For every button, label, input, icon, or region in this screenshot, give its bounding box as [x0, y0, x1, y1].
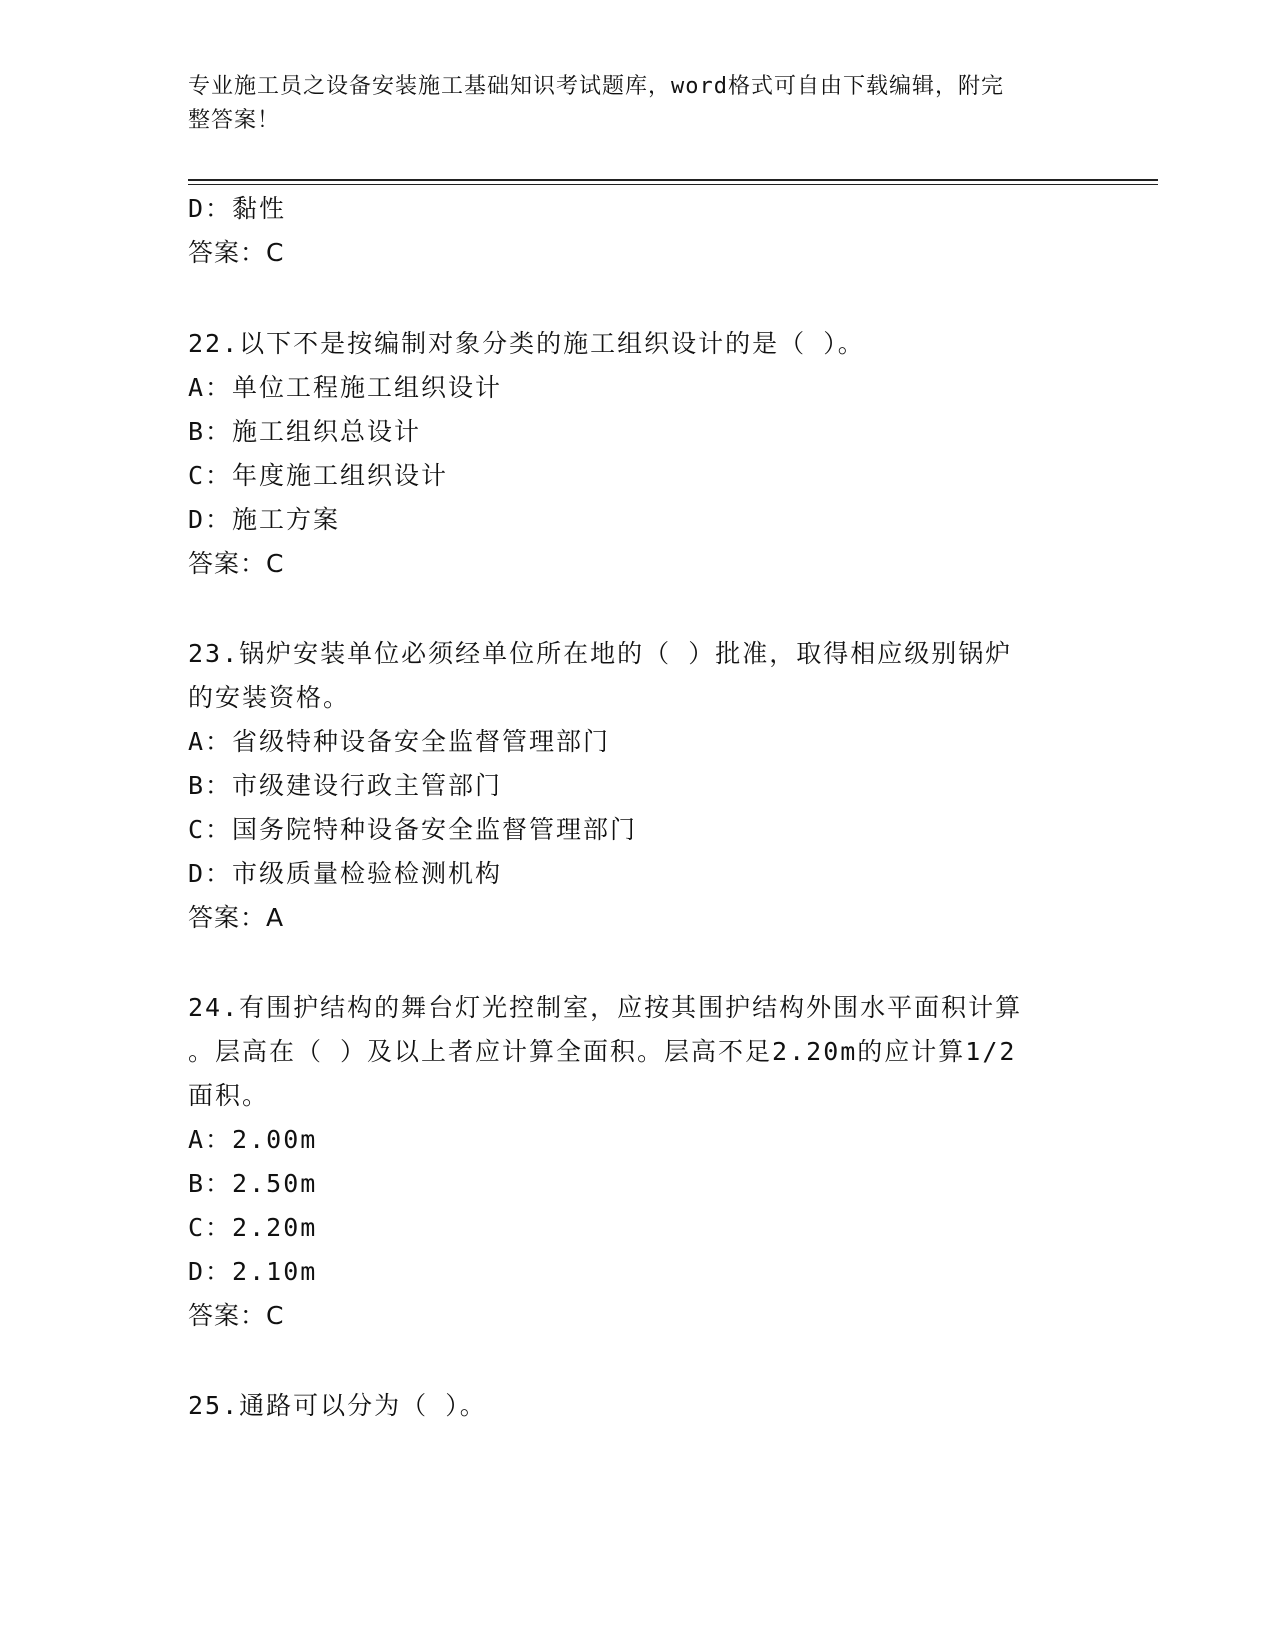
q24-option-b: B：2.50m — [188, 1169, 318, 1198]
q23-stem-line-1: 23.锅炉安装单位必须经单位所在地的（ ）批准，取得相应级别锅炉 — [188, 639, 1013, 668]
q24-option-c: C：2.20m — [188, 1213, 318, 1242]
q24-stem-line-1: 24.有围护结构的舞台灯光控制室，应按其围护结构外围水平面积计算 — [188, 993, 1023, 1022]
header-divider-thick — [188, 179, 1158, 181]
q22-option-c: C：年度施工组织设计 — [188, 461, 449, 490]
q24-answer: 答案：C — [188, 1301, 285, 1330]
q22-stem: 22.以下不是按编制对象分类的施工组织设计的是（ ）。 — [188, 329, 865, 358]
q22-answer: 答案：C — [188, 549, 285, 578]
q23-option-a: A：省级特种设备安全监督管理部门 — [188, 727, 611, 756]
q24-option-d: D：2.10m — [188, 1257, 318, 1286]
q23-option-d: D：市级质量检验检测机构 — [188, 859, 503, 888]
q22-option-a: A：单位工程施工组织设计 — [188, 373, 503, 402]
header-divider-thin — [188, 184, 1158, 185]
q24-option-a: A：2.00m — [188, 1125, 318, 1154]
header-line-2: 整答案！ — [188, 108, 281, 133]
q23-option-b: B：市级建设行政主管部门 — [188, 771, 503, 800]
q23-option-c: C：国务院特种设备安全监督管理部门 — [188, 815, 638, 844]
q24-stem-line-2: 。层高在（ ）及以上者应计算全面积。层高不足2.20m的应计算1/2 — [188, 1037, 1017, 1066]
q22-option-d: D：施工方案 — [188, 505, 341, 534]
q25-stem: 25.通路可以分为（ ）。 — [188, 1391, 487, 1420]
document-header — [188, 70, 1068, 138]
q23-stem-line-2: 的安装资格。 — [188, 683, 351, 712]
header-line-1: 专业施工员之设备安装施工基础知识考试题库，word格式可自由下载编辑，附完 — [188, 74, 1004, 99]
q23-answer: 答案：A — [188, 903, 285, 932]
q21-answer: 答案：C — [188, 238, 285, 267]
q22-option-b: B：施工组织总设计 — [188, 417, 422, 446]
q24-stem-line-3: 面积。 — [188, 1081, 270, 1110]
q21-option-d: D：黏性 — [188, 194, 287, 223]
